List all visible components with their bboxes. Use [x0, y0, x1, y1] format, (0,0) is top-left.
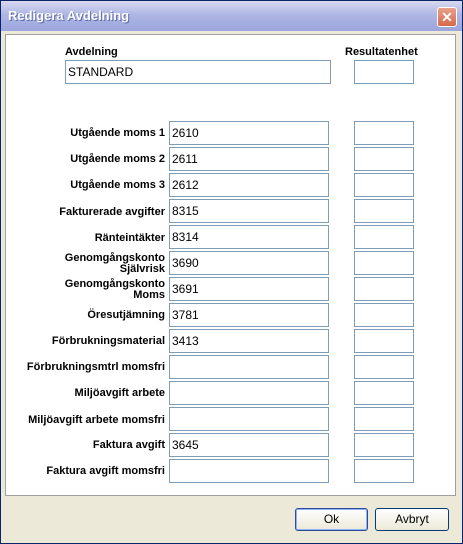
ok-button[interactable]: Ok — [295, 508, 368, 531]
resultatenhet-row-input[interactable] — [354, 277, 414, 301]
row-label: Faktura avgift momsfri — [46, 465, 165, 477]
account-input[interactable] — [169, 355, 329, 379]
row-label: Miljöavgift arbete momsfri — [28, 414, 165, 426]
account-input[interactable]: 3690 — [169, 251, 329, 275]
account-input[interactable] — [169, 407, 329, 431]
account-input[interactable] — [169, 381, 329, 405]
row-label: Förbrukningsmaterial — [51, 335, 165, 347]
resultatenhet-row-input[interactable] — [354, 147, 414, 171]
account-input[interactable] — [169, 459, 329, 483]
resultatenhet-row-input[interactable] — [354, 225, 414, 249]
account-input[interactable]: 2610 — [169, 121, 329, 145]
row-label: Genomgångskonto Självrisk — [64, 252, 165, 275]
avdelning-input[interactable]: STANDARD — [65, 60, 331, 84]
cancel-button[interactable]: Avbryt — [375, 508, 449, 531]
account-input[interactable]: 3781 — [169, 303, 329, 327]
row-label: Faktura avgift — [92, 439, 165, 451]
account-input[interactable]: 3645 — [169, 433, 329, 457]
account-input[interactable]: 2612 — [169, 173, 329, 197]
resultatenhet-row-input[interactable] — [354, 329, 414, 353]
title-bar[interactable] — [1, 1, 462, 31]
account-input[interactable]: 3413 — [169, 329, 329, 353]
resultatenhet-row-input[interactable] — [354, 407, 414, 431]
row-label: Ränteintäkter — [94, 232, 165, 244]
resultatenhet-row-input[interactable] — [354, 381, 414, 405]
resultatenhet-row-input[interactable] — [354, 355, 414, 379]
resultatenhet-row-input[interactable] — [354, 303, 414, 327]
account-input[interactable]: 2611 — [169, 147, 329, 171]
row-label: Utgående moms 3 — [70, 179, 165, 191]
resultatenhet-row-input[interactable] — [354, 459, 414, 483]
avdelning-label: Avdelning — [65, 46, 118, 58]
resultatenhet-row-input[interactable] — [354, 199, 414, 223]
account-input[interactable]: 8314 — [169, 225, 329, 249]
row-label: Utgående moms 1 — [70, 127, 165, 139]
row-label: Fakturerade avgifter — [59, 206, 165, 218]
row-label: Öresutjämning — [87, 309, 165, 321]
row-label: Utgående moms 2 — [70, 153, 165, 165]
row-label: Miljöavgift arbete — [74, 387, 165, 399]
resultatenhet-row-input[interactable] — [354, 251, 414, 275]
resultatenhet-row-input[interactable] — [354, 173, 414, 197]
form-panel — [5, 34, 456, 496]
account-input[interactable]: 3691 — [169, 277, 329, 301]
resultatenhet-row-input[interactable] — [354, 433, 414, 457]
close-button[interactable] — [437, 7, 457, 27]
row-label: Förbrukningsmtrl momsfri — [26, 361, 165, 373]
resultatenhet-label: Resultatenhet — [345, 46, 418, 58]
account-input[interactable]: 8315 — [169, 199, 329, 223]
resultatenhet-row-input[interactable] — [354, 121, 414, 145]
close-icon: ✕ — [441, 9, 453, 25]
resultatenhet-input[interactable] — [354, 60, 414, 84]
row-label: Genomgångskonto Moms — [64, 278, 165, 301]
window-title: Redigera Avdelning — [8, 8, 130, 23]
